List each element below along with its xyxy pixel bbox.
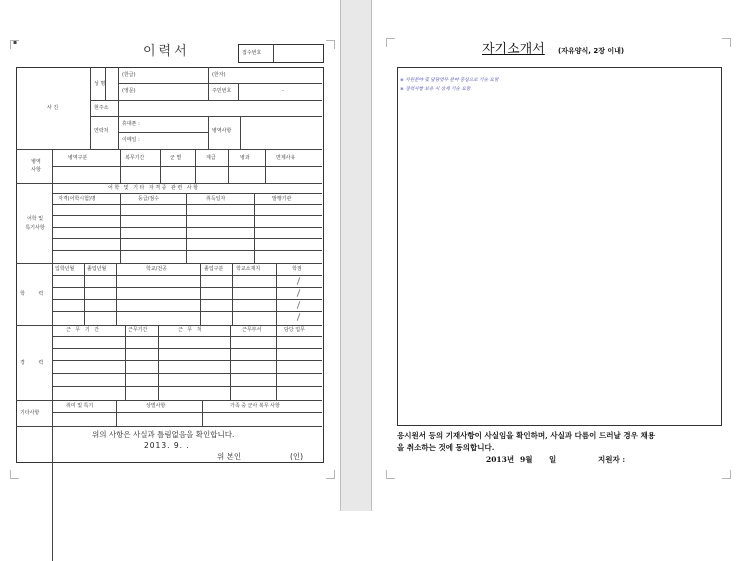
photo-label: 사 진 <box>47 105 59 111</box>
language-header-name: 자격(어학시험)명 <box>58 196 96 202</box>
education-label: 학 력 <box>20 291 50 297</box>
name-label: 성 명 <box>94 81 106 87</box>
military-header-period: 복무기간 <box>125 155 145 161</box>
career-header-company: 근 무 처 <box>178 327 204 333</box>
name-english-field[interactable]: (영문) <box>122 88 136 94</box>
education-header-school: 학교/전공 <box>146 266 168 272</box>
language-header-date: 취득일자 <box>206 196 226 202</box>
declaration-line-1: 응시원서 등의 기재사항이 사실임을 확인하며, 사실과 다름이 드러날 경우 채용 <box>397 431 655 440</box>
other-header-family-service: 가족 중 군사 복무 사항 <box>230 403 280 409</box>
military-header-rank: 계급 <box>206 155 216 161</box>
language-section-label: 어학 및 특기사항 <box>25 216 45 231</box>
education-header-admission: 입학년월 <box>55 266 75 272</box>
crop-mark <box>722 470 731 479</box>
crop-mark <box>326 40 335 49</box>
declaration-month: 9월 <box>520 455 533 464</box>
cover-letter-subtitle: (자유양식, 2장 이내) <box>558 47 625 55</box>
language-header-score: 등급/점수 <box>138 196 160 202</box>
name-korean-field[interactable]: (한글) <box>122 72 136 78</box>
military-header-specialty: 병과 <box>240 155 250 161</box>
declaration-day: 일 <box>549 455 557 464</box>
crop-mark <box>326 470 335 479</box>
military-section-label: 병역 사항 <box>31 159 41 173</box>
language-section-title: 어학 및 기타 자격증 관련 사항 <box>108 185 200 191</box>
applicant-label: 지원자 : <box>598 455 626 464</box>
crop-mark <box>386 470 395 479</box>
guidance-line-1: ※ 지원분야 및 담당업무 분야 중심으로 기술 요망 <box>400 78 499 83</box>
military-status-label: 병역사항 <box>212 128 232 134</box>
name-chinese-field[interactable]: (한자) <box>212 72 226 78</box>
cover-letter-text-area[interactable] <box>397 67 722 426</box>
confirmation-statement: 위의 사항은 사실과 틀림없음을 확인합니다. <box>92 430 235 439</box>
other-header-awards: 상벌사항 <box>146 403 166 409</box>
other-label: 기타사항 <box>20 410 40 416</box>
education-header-status: 졸업구분 <box>204 266 224 272</box>
resume-page <box>0 0 340 511</box>
page-gutter <box>340 0 372 511</box>
education-header-location: 학교소재지 <box>236 266 261 272</box>
signer-label: 위 본인 <box>217 452 242 461</box>
career-header-period: 근 무 기 간 <box>66 327 101 333</box>
seal-label: (인) <box>290 452 304 461</box>
email-label: 이메일 : <box>122 137 140 143</box>
cover-letter-page <box>372 0 740 511</box>
declaration-year: 2013년 <box>486 455 515 464</box>
resident-number-dash: - <box>282 88 284 94</box>
crop-mark <box>722 38 731 47</box>
military-header-branch: 군 별 <box>170 155 182 161</box>
education-header-gpa: 학점 <box>292 266 302 272</box>
language-header-issuer: 발행기관 <box>272 196 292 202</box>
declaration-line-2: 을 취소하는 것에 동의합니다. <box>397 443 495 452</box>
crop-mark <box>386 38 395 47</box>
resident-number-label: 주민번호 <box>212 88 232 94</box>
career-header-duties: 담당 업무 <box>284 327 305 333</box>
education-header-graduation: 졸업년월 <box>87 266 107 272</box>
contact-label: 연락처 <box>94 128 109 134</box>
guidance-line-2: ※ 경력사항 보유 시 상세 기술 요망 <box>400 87 471 92</box>
career-label: 경 력 <box>20 360 50 366</box>
mobile-label: 휴대폰 : <box>122 121 140 127</box>
career-header-department: 근무부서 <box>242 327 262 333</box>
military-header-exemption: 면제사유 <box>276 155 296 161</box>
receipt-number-label: 접수번호 <box>242 50 262 56</box>
cursor-marker: ▪ <box>13 39 18 46</box>
other-header-hobby: 취미 및 특기 <box>66 403 94 409</box>
cover-letter-title: 자기소개서 <box>482 42 545 57</box>
military-header-type: 병역구분 <box>68 155 88 161</box>
crop-mark <box>10 470 19 479</box>
resume-title: 이력서 <box>143 44 190 59</box>
career-header-duration: 근무기간 <box>128 327 148 333</box>
address-label: 현주소 <box>94 105 109 111</box>
confirmation-date: 2013. 9. . <box>144 441 190 450</box>
